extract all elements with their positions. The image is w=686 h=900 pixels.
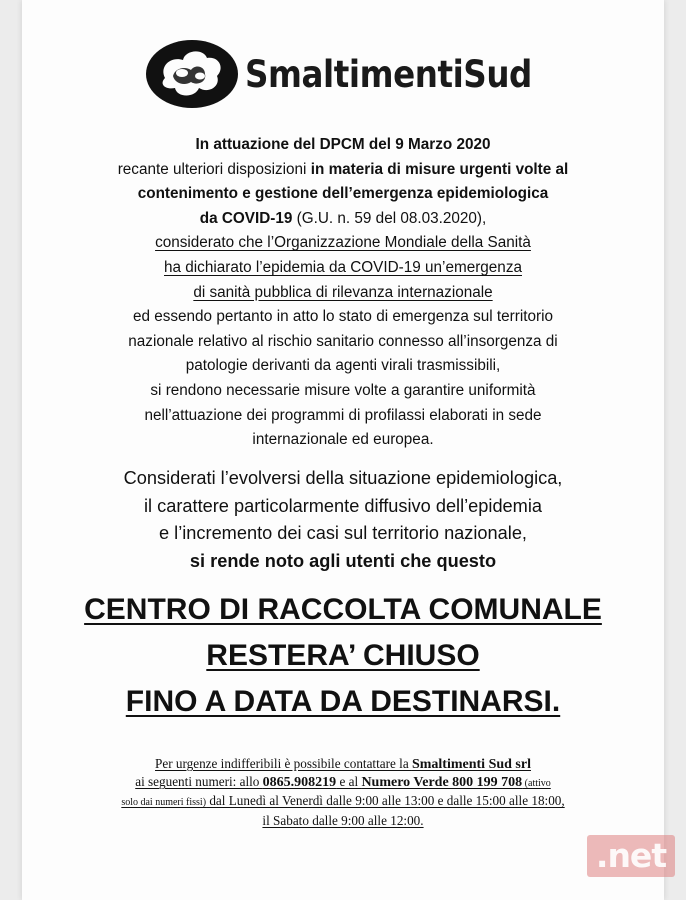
situation-line: si rende noto agli utenti che questo [189,550,497,571]
situation-line: il carattere particolarmente diffusivo dell’epidemia [144,495,542,516]
situation-paragraph [0,465,686,575]
announcement-line: CENTRO DI RACCOLTA COMUNALE [84,593,602,626]
situation-line: Considerati l’evolversi della situazione epidemiologica, [123,468,563,488]
watermark: .net [587,835,675,877]
intro-line: nell’attuazione dei programmi di profilassi elaborati in sede [144,406,542,424]
footer-note: (attivo [522,778,551,790]
intro-underlined-text: di sanità pubblica di rilevanza internazionale [193,283,493,301]
contact-footer [0,755,686,829]
intro-text: recante ulteriori disposizioni [117,160,311,178]
intro-underlined-text: ha dichiarato l’epidemia da COVID-19 un’emergenza [164,258,522,276]
logo [145,38,571,110]
intro-line: patologie derivanti da agenti virali trasmissibili, [185,357,501,375]
footer-text: Per urgenze indifferibili è possibile contattare la [155,756,412,771]
intro-bold-text: da COVID-19 [199,209,293,227]
footer-line: il Sabato dalle 9:00 alle 12:00. [262,812,424,828]
closure-announcement [0,587,686,725]
intro-line [0,231,686,256]
intro-text: (G.U. n. 59 del 08.03.2020), [292,209,487,227]
footer-text: e al [336,774,362,790]
intro-line [0,207,686,232]
intro-line: ed essendo pertanto in atto lo stato di emergenza sul territorio [132,308,554,326]
smaltimenti-sud-logo-mark-icon [145,38,239,110]
weekday-hours: dal Lunedì al Venerdì dalle 9:00 alle 13:00 e dalle 15:00 alle 18:00, [206,793,565,809]
intro-line [0,256,686,281]
brand-name: SmaltimentiSud [245,52,532,96]
footer-note: solo dai numeri fissi) [121,797,207,809]
intro-bold-text: in materia di misure urgenti volte al [310,160,569,178]
intro-line: internazionale ed europea. [252,431,434,449]
company-name: Smaltimenti Sud srl [411,757,531,772]
intro-line: si rendono necessarie misure volte a garantire uniformità [150,381,536,399]
footer-line [0,792,686,811]
footer-line [0,755,686,773]
intro-line [0,158,686,183]
intro-line: contenimento e gestione dell’emergenza epidemiologica [137,185,549,203]
toll-free-number: Numero Verde 800 199 708 [361,775,523,791]
announcement-line: FINO A DATA DA DESTINARSI. [125,685,561,718]
announcement-line: RESTERA’ CHIUSO [206,639,480,672]
footer-text: ai seguenti numeri: allo [135,774,263,790]
phone-number: 0865.908219 [262,775,337,791]
intro-underlined-text: considerato che l’Organizzazione Mondiale della Sanità [155,234,531,252]
footer-line [0,773,686,792]
intro-paragraph [0,133,686,453]
intro-line [0,281,686,306]
intro-line: nazionale relativo al rischio sanitario connesso all’insorgenza di [128,332,558,350]
intro-line: In attuazione del DPCM del 9 Marzo 2020 [195,136,491,153]
situation-line: e l’incremento dei casi sul territorio nazionale, [159,523,527,543]
